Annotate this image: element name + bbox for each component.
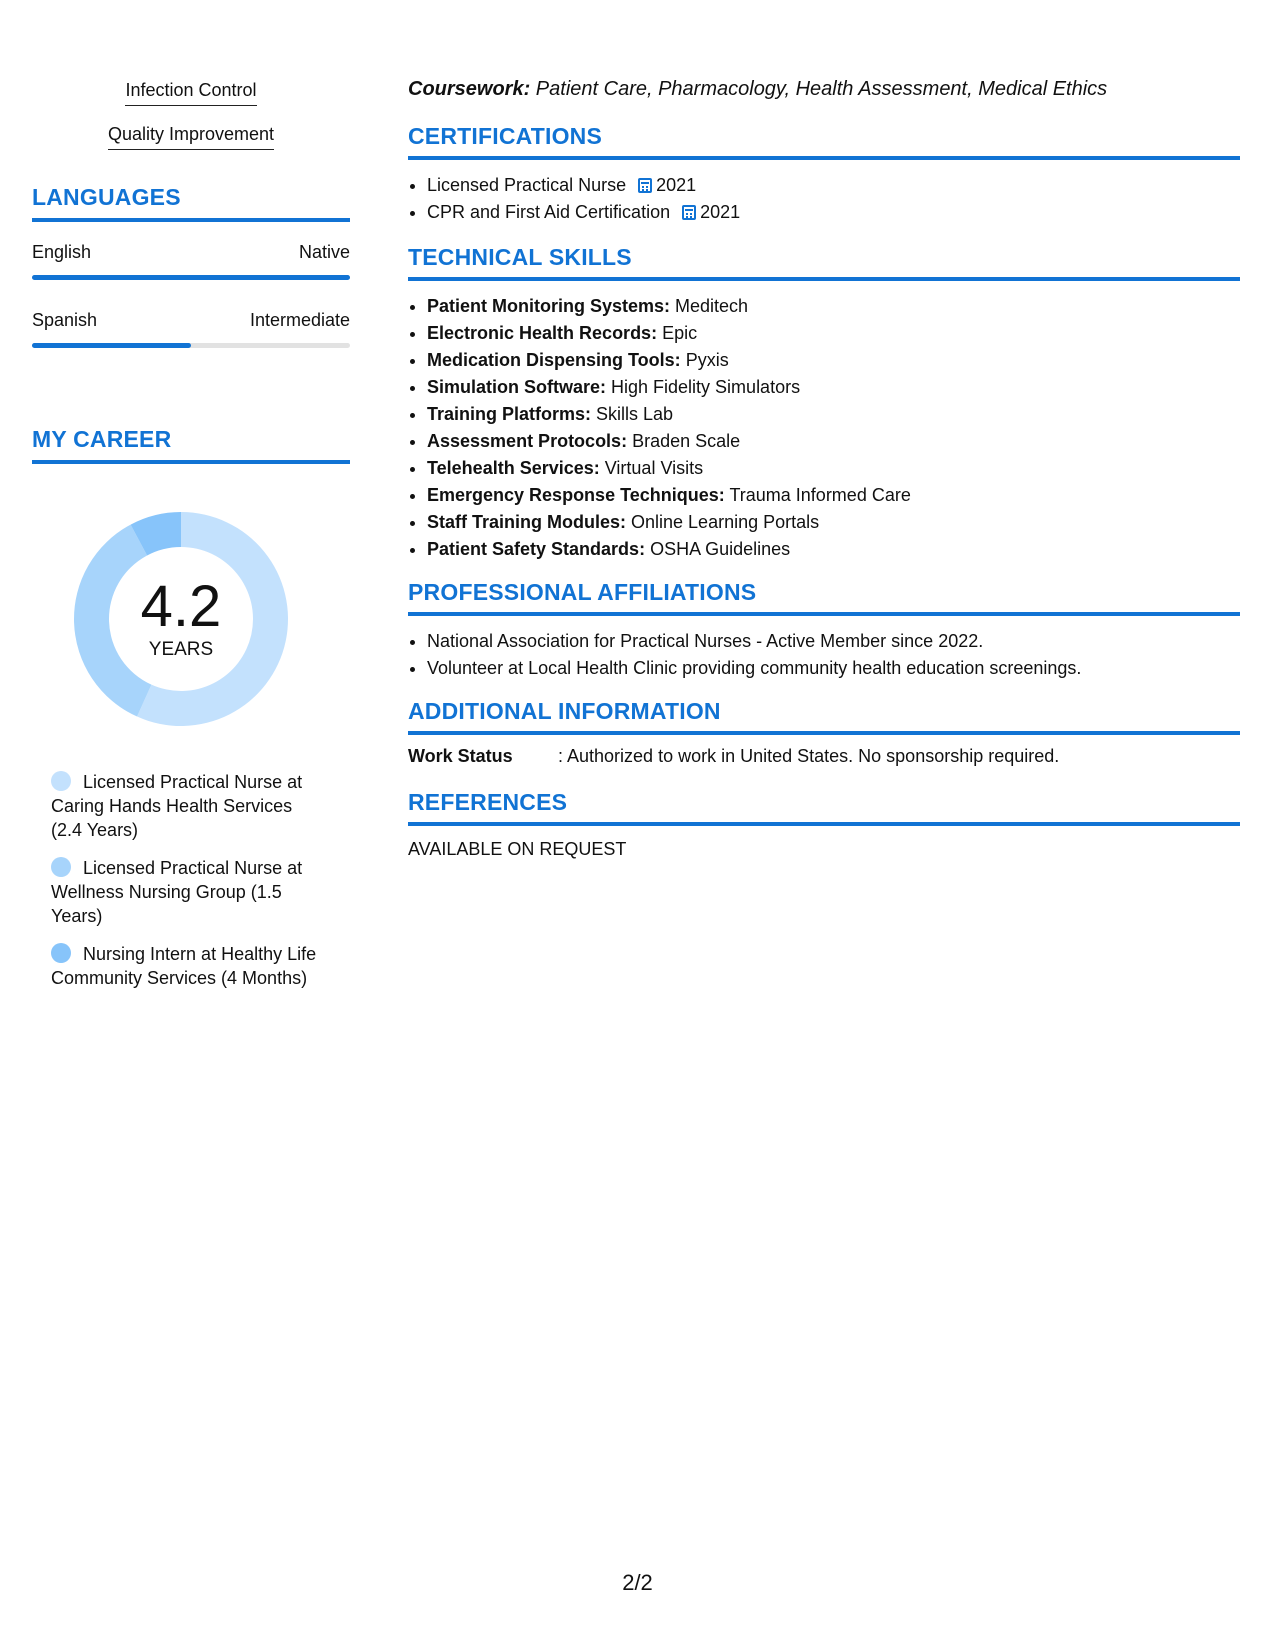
technical-skills-list	[408, 293, 1240, 563]
coursework-label: Coursework:	[408, 78, 531, 100]
career-section	[32, 426, 350, 990]
affiliations-title: PROFESSIONAL AFFILIATIONS	[408, 579, 757, 605]
skill-label: Telehealth Services:	[427, 458, 600, 478]
coursework-text: Patient Care, Pharmacology, Health Assessment, Medical Ethics	[530, 78, 1108, 100]
references-section	[408, 789, 1240, 860]
skill-value: Meditech	[670, 296, 749, 316]
list-item	[427, 428, 1240, 455]
skill-infection-control: Infection Control	[125, 80, 256, 106]
language-bar	[32, 275, 350, 280]
section-divider	[32, 218, 350, 222]
certification-name: CPR and First Aid Certification	[427, 202, 671, 222]
legend-item	[51, 770, 321, 842]
languages-title: LANGUAGES	[32, 184, 181, 210]
language-level: Native	[298, 242, 350, 262]
skill-label: Emergency Response Techniques:	[427, 485, 725, 505]
affiliations-list	[408, 628, 1240, 682]
legend-dot	[51, 857, 71, 877]
certification-name: Licensed Practical Nurse	[427, 175, 627, 195]
skill-value: Braden Scale	[627, 431, 741, 451]
certification-year: 2021	[700, 202, 741, 222]
certification-year: 2021	[656, 175, 697, 195]
section-divider	[408, 822, 1240, 826]
work-status-label: Work Status	[408, 746, 513, 766]
section-divider	[32, 460, 350, 464]
legend-item	[51, 856, 321, 928]
legend-label: Nursing Intern at Healthy Life Community Services (4 Months)	[51, 944, 317, 988]
additional-info-section	[408, 698, 1240, 767]
list-item	[427, 401, 1240, 428]
skill-label: Medication Dispensing Tools:	[427, 350, 681, 370]
section-divider	[408, 156, 1240, 160]
skill-label: Assessment Protocols:	[427, 431, 628, 451]
career-title: MY CAREER	[32, 426, 172, 452]
certifications-list	[408, 172, 1240, 226]
list-item	[427, 293, 1240, 320]
language-bar-fill	[32, 343, 191, 348]
right-column	[408, 78, 1240, 860]
legend-label: Licensed Practical Nurse at Wellness Nursing Group (1.5 Years)	[51, 858, 303, 926]
languages-section	[32, 184, 350, 348]
list-item: • Volunteer at Local Health Clinic providing community health education screenings.	[427, 655, 1240, 682]
references-text: AVAILABLE ON REQUEST	[408, 839, 627, 859]
list-item	[427, 199, 1240, 226]
language-name: Spanish	[32, 310, 98, 330]
list-item	[427, 374, 1240, 401]
language-name: English	[32, 242, 92, 262]
skill-value: Epic	[657, 323, 698, 343]
total-years-unit: YEARS	[148, 639, 214, 660]
technical-skills-title: TECHNICAL SKILLS	[408, 244, 632, 270]
section-divider	[408, 731, 1240, 735]
calendar-icon	[682, 205, 696, 220]
skill-label: Patient Monitoring Systems:	[427, 296, 671, 316]
section-divider	[408, 612, 1240, 616]
coursework-line	[408, 78, 1240, 101]
skill-label: Training Platforms:	[427, 404, 592, 424]
career-donut-chart	[66, 504, 296, 734]
career-legend	[51, 770, 321, 990]
page-number: 2/2	[622, 1570, 653, 1595]
language-english	[32, 242, 350, 263]
list-item	[427, 172, 1240, 199]
total-years-value: 4.2	[140, 574, 222, 639]
skill-value: High Fidelity Simulators	[606, 377, 801, 397]
list-item	[427, 455, 1240, 482]
list-item	[427, 482, 1240, 509]
skill-value: Online Learning Portals	[626, 512, 820, 532]
skill-label: Staff Training Modules:	[427, 512, 627, 532]
skill-label: Electronic Health Records:	[427, 323, 658, 343]
skill-value: OSHA Guidelines	[645, 539, 791, 559]
list-item	[427, 347, 1240, 374]
affiliations-section	[408, 579, 1240, 682]
list-item	[427, 509, 1240, 536]
list-item	[427, 536, 1240, 563]
calendar-icon	[638, 178, 652, 193]
skill-label: Simulation Software:	[427, 377, 607, 397]
references-title: REFERENCES	[408, 789, 568, 815]
certifications-title: CERTIFICATIONS	[408, 123, 603, 149]
skill-quality-improvement: Quality Improvement	[108, 124, 274, 150]
skill-value: Trauma Informed Care	[724, 485, 911, 505]
legend-dot	[51, 771, 71, 791]
legend-dot	[51, 943, 71, 963]
technical-skills-section	[408, 244, 1240, 563]
skill-value: Skills Lab	[591, 404, 674, 424]
language-bar-fill	[32, 275, 350, 280]
section-divider	[408, 277, 1240, 281]
list-item: • National Association for Practical Nurses - Active Member since 2022.	[427, 628, 1240, 655]
certifications-section	[408, 123, 1240, 226]
legend-label: Licensed Practical Nurse at Caring Hands Health Services (2.4 Years)	[51, 772, 303, 840]
skill-label: Patient Safety Standards:	[427, 539, 646, 559]
language-spanish	[32, 310, 350, 331]
donut-center	[66, 504, 296, 734]
left-column	[32, 80, 350, 1004]
skill-value: Virtual Visits	[599, 458, 704, 478]
work-status-row	[408, 746, 1240, 767]
additional-info-title: ADDITIONAL INFORMATION	[408, 698, 721, 724]
skill-value: Pyxis	[680, 350, 729, 370]
language-bar	[32, 343, 350, 348]
legend-item	[51, 942, 321, 990]
work-status-value: : Authorized to work in United States. No sponsorship required.	[558, 746, 1060, 766]
language-level: Intermediate	[249, 310, 350, 330]
list-item	[427, 320, 1240, 347]
